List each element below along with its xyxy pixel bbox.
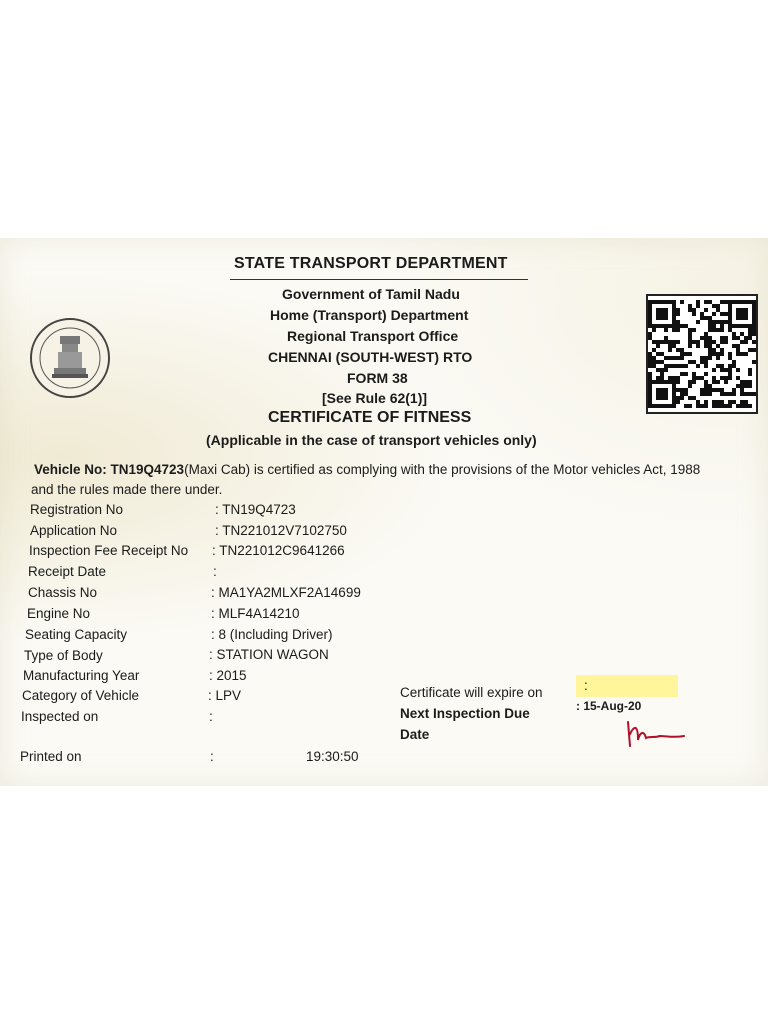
field-value: : — [213, 564, 217, 579]
field-label: Registration No — [30, 502, 124, 517]
header-line-rto: CHENNAI (SOUTH-WEST) RTO — [268, 349, 473, 365]
field-label: Chassis No — [28, 585, 98, 600]
field-label: Category of Vehicle — [22, 688, 140, 703]
header-line-form: FORM 38 — [347, 370, 408, 386]
fitness-certificate — [0, 238, 768, 786]
qr-code-icon — [646, 294, 758, 414]
vehicle-statement-text: (Maxi Cab) is certified as complying with the provisions of the Motor vehicles Act, 1988 — [184, 462, 701, 477]
field-value: : 8 (Including Driver) — [211, 627, 333, 642]
header-line-office: Regional Transport Office — [287, 328, 459, 344]
expiry-label: Certificate will expire on — [400, 685, 543, 700]
next-inspection-label-date: Date — [400, 727, 430, 742]
tamil-nadu-emblem-icon — [30, 318, 110, 398]
field-value: : TN221012V7102750 — [215, 523, 347, 538]
printed-on-colon: : — [210, 749, 214, 764]
field-label: Inspected on — [21, 709, 99, 724]
next-inspection-value: : 15-Aug-20 — [576, 699, 642, 713]
printed-on-time: 19:30:50 — [306, 749, 359, 764]
field-label: Seating Capacity — [25, 627, 128, 642]
header-line-rule: [See Rule 62(1)] — [322, 390, 428, 406]
field-label: Application No — [30, 523, 118, 538]
vehicle-statement-line1 — [34, 462, 700, 477]
field-value: : STATION WAGON — [209, 647, 329, 662]
header-line-department: Home (Transport) Department — [270, 307, 469, 323]
header-line-government: Government of Tamil Nadu — [282, 286, 460, 302]
department-title: STATE TRANSPORT DEPARTMENT — [234, 255, 508, 272]
field-value: : LPV — [208, 688, 242, 703]
expiry-value: : — [584, 678, 588, 693]
applicability-note: (Applicable in the case of transport vehicles only) — [206, 432, 537, 448]
printed-on-label: Printed on — [20, 749, 82, 764]
vehicle-statement-line2: and the rules made there under. — [31, 482, 223, 497]
field-label: Type of Body — [24, 648, 103, 663]
field-value: : MA1YA2MLXF2A14699 — [211, 585, 361, 600]
field-value: : 2015 — [209, 668, 247, 683]
field-label: Engine No — [27, 606, 91, 621]
redacted-highlight — [576, 675, 678, 697]
certificate-heading: CERTIFICATE OF FITNESS — [268, 409, 472, 426]
vehicle-number: Vehicle No: TN19Q4723 — [34, 462, 185, 477]
field-value: : TN19Q4723 — [215, 502, 296, 517]
field-value: : — [209, 709, 213, 724]
next-inspection-label: Next Inspection Due — [400, 706, 530, 721]
field-value: : MLF4A14210 — [211, 606, 300, 621]
field-label: Inspection Fee Receipt No — [29, 543, 189, 558]
signature-icon — [624, 718, 686, 752]
field-value: : TN221012C9641266 — [212, 543, 345, 558]
field-label: Manufacturing Year — [23, 668, 140, 683]
title-underline — [230, 279, 528, 280]
field-label: Receipt Date — [28, 564, 107, 579]
